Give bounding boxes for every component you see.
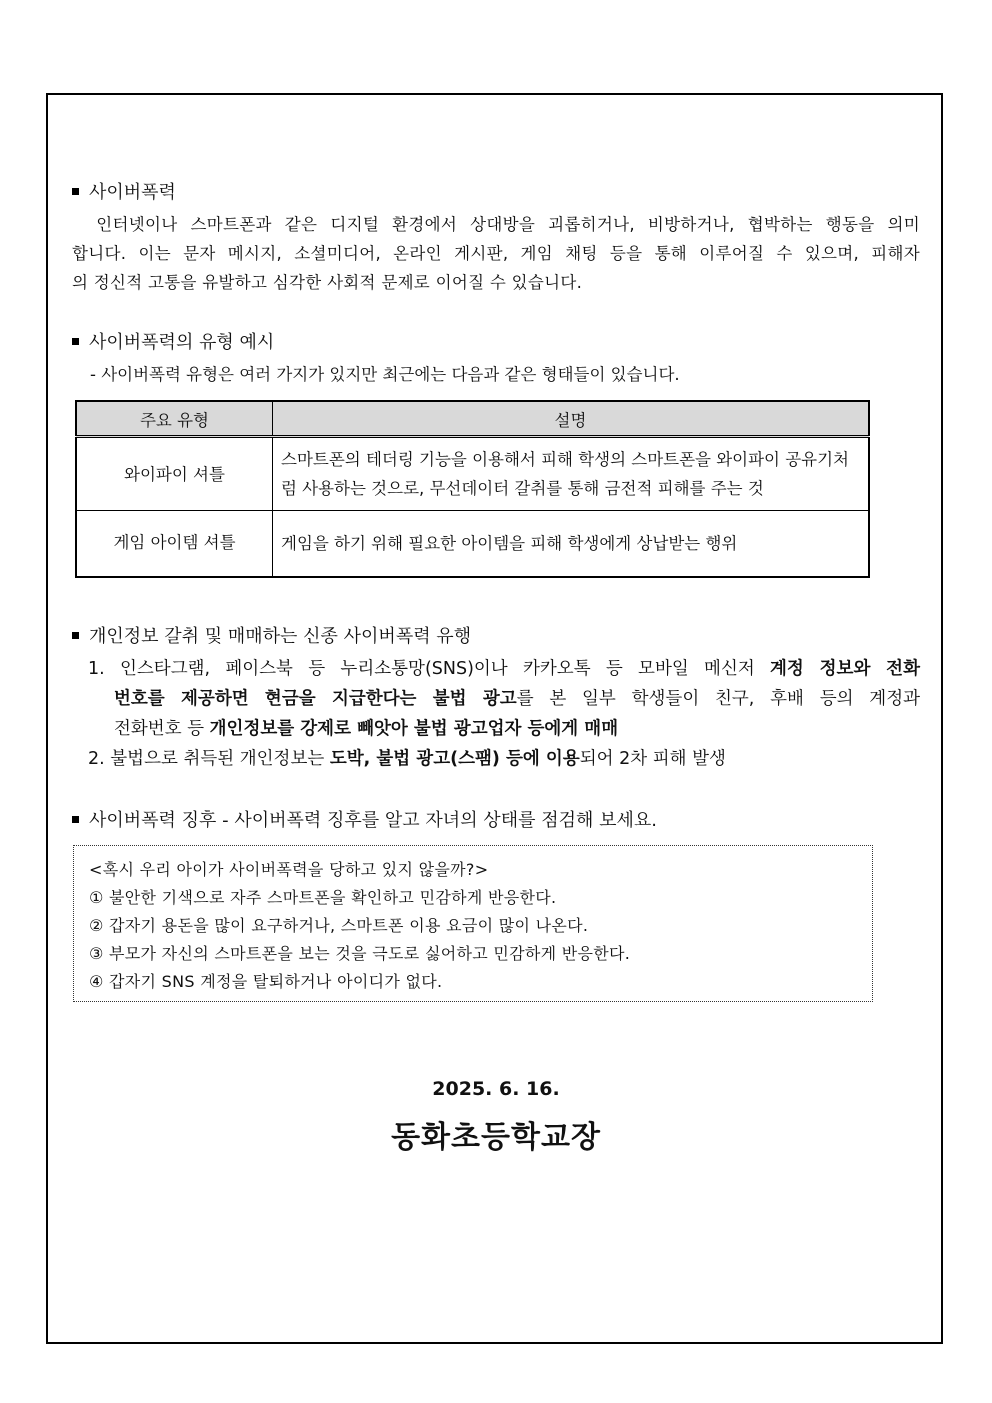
personal-item-2 — [88, 744, 726, 774]
cyber-types-table — [75, 400, 870, 578]
signs-item-4: ④ 갑자기 SNS 계정을 탈퇴하거나 아이디가 없다. — [89, 972, 443, 991]
personal-text: 전화번호 등 — [114, 719, 210, 739]
square-bullet-icon — [72, 188, 79, 195]
table-row — [76, 511, 869, 577]
section-types-heading — [72, 331, 274, 355]
section-personal-heading — [72, 625, 471, 649]
table-header-type: 주요 유형 — [76, 401, 273, 437]
table-header-row — [76, 401, 869, 437]
personal-text: 불법으로 취득된 개인정보는 — [110, 749, 330, 769]
document-date: 2025. 6. 16. — [432, 1078, 560, 1100]
personal-item-1-line-3 — [88, 714, 920, 744]
personal-emphasis: 번호를 제공하면 현금을 지급한다는 불법 광고 — [114, 689, 517, 709]
section-types-subtitle: - 사이버폭력 유형은 여러 가지가 있지만 최근에는 다음과 같은 형태들이 있습니다. — [90, 365, 680, 384]
personal-text: 인스타그램, 페이스북 등 누리소통망(SNS)이나 카카오톡 등 모바일 메신저 — [119, 659, 771, 679]
section-signs-heading — [72, 809, 657, 833]
table-cell-desc: 스마트폰의 테더링 기능을 이용해서 피해 학생의 스마트폰을 와이파이 공유기처럼 사용하는 것으로, 무선데이터 갈취를 통해 금전적 피해를 주는 것 — [273, 437, 870, 511]
section-signs-title: 사이버폭력 징후 - 사이버폭력 징후를 알고 자녀의 상태를 점검해 보세요. — [89, 810, 657, 831]
personal-item-1-line-2 — [88, 684, 920, 714]
item-number: 1. — [88, 659, 105, 679]
square-bullet-icon — [72, 816, 79, 823]
personal-item-1 — [88, 654, 920, 744]
table-cell-type: 게임 아이템 셔틀 — [76, 511, 273, 577]
section-cyber-heading — [72, 181, 176, 205]
personal-text: 를 본 일부 학생들이 친구, 후배 등의 계정과 — [516, 689, 921, 709]
item-number: 2. — [88, 749, 105, 769]
signs-item-2: ② 갑자기 용돈을 많이 요구하거나, 스마트폰 이용 요금이 많이 나온다. — [89, 916, 589, 935]
cyber-line-1: 인터넷이나 스마트폰과 같은 디지털 환경에서 상대방을 괴롭히거나, 비방하거나, 협박하는 행동을 의미 — [72, 215, 920, 234]
section-cyber-title: 사이버폭력 — [89, 182, 176, 203]
table-row — [76, 437, 869, 511]
cyber-line-2: 합니다. 이는 문자 메시지, 소셜미디어, 온라인 게시판, 게임 채팅 등을 통해 이루어질 수 있으며, 피해자 — [72, 244, 920, 263]
principal-signature: 동화초등학교장 — [391, 1120, 601, 1155]
signs-item-1: ① 불안한 기색으로 자주 스마트폰을 확인하고 민감하게 반응한다. — [89, 888, 557, 907]
personal-item-1-line-1 — [88, 654, 920, 684]
square-bullet-icon — [72, 632, 79, 639]
table-header-desc: 설명 — [273, 401, 870, 437]
square-bullet-icon — [72, 338, 79, 345]
section-cyber-body — [72, 210, 920, 297]
personal-emphasis: 개인정보를 강제로 빼앗아 불법 광고업자 등에게 매매 — [209, 719, 619, 739]
section-personal-title: 개인정보 갈취 및 매매하는 신종 사이버폭력 유행 — [89, 626, 472, 647]
signs-checklist-box — [73, 845, 873, 1002]
personal-emphasis: 계정 정보와 전화 — [770, 659, 920, 679]
personal-emphasis: 도박, 불법 광고(스팸) 등에 이용 — [329, 749, 580, 769]
table-cell-desc: 게임을 하기 위해 필요한 아이템을 피해 학생에게 상납받는 행위 — [273, 511, 870, 577]
signs-box-title: <혹시 우리 아이가 사이버폭력을 당하고 있지 않을까?> — [89, 860, 489, 879]
cyber-line-3: 의 정신적 고통을 유발하고 심각한 사회적 문제로 이어질 수 있습니다. — [72, 273, 583, 292]
signs-item-3: ③ 부모가 자신의 스마트폰을 보는 것을 극도로 싫어하고 민감하게 반응한다. — [89, 944, 631, 963]
personal-text: 되어 2차 피해 발생 — [579, 749, 726, 769]
table-cell-type: 와이파이 셔틀 — [76, 437, 273, 511]
section-types-title: 사이버폭력의 유형 예시 — [89, 332, 275, 353]
